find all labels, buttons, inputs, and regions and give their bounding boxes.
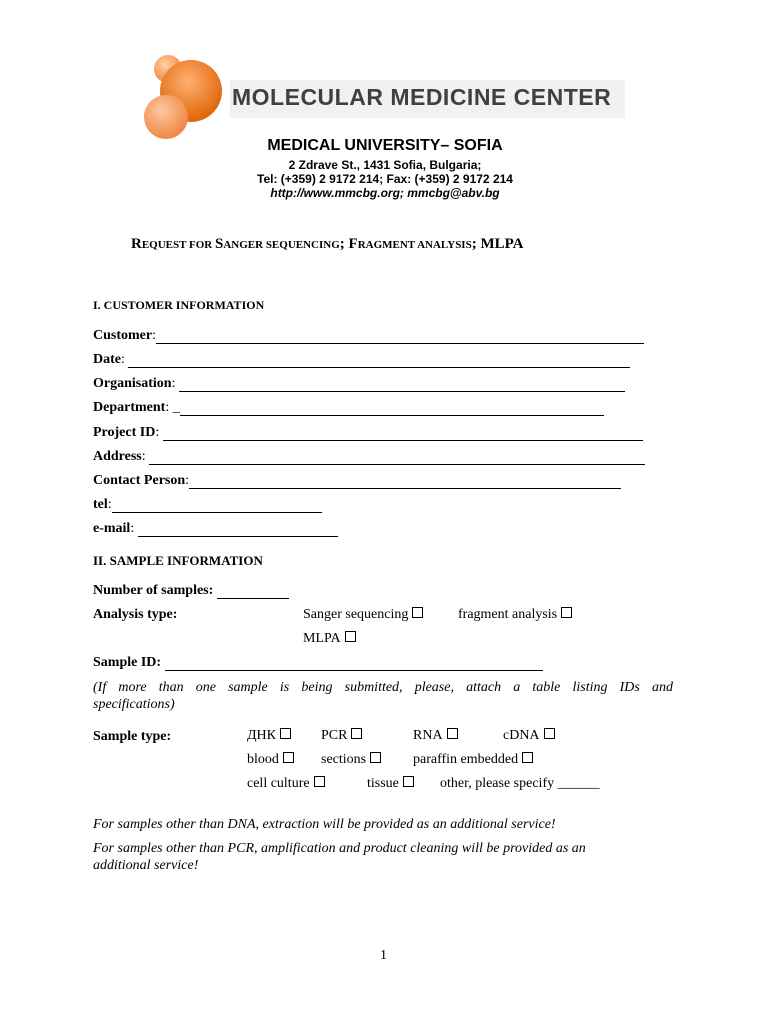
checkbox[interactable] <box>280 728 291 739</box>
option-fragment-analysis[interactable]: fragment analysis <box>458 607 572 623</box>
option-paraffin-embedded[interactable]: paraffin embedded <box>413 752 533 768</box>
note-amplification: For samples other than PCR, amplification and product cleaning will be provided as an <box>93 841 586 856</box>
phone-line: Tel: (+359) 2 9172 214; Fax: (+359) 2 9172 214 <box>257 172 513 186</box>
option-mlpa[interactable]: MLPA <box>303 631 356 647</box>
organisation-field[interactable]: Organisation: <box>93 376 625 396</box>
checkbox[interactable] <box>283 752 294 763</box>
page-number: 1 <box>380 948 387 963</box>
note-amplification-cont: additional service! <box>93 858 199 873</box>
checkbox[interactable] <box>351 728 362 739</box>
checkbox[interactable] <box>447 728 458 739</box>
option-pcr[interactable]: PCR <box>321 728 362 744</box>
option-tissue[interactable]: tissue <box>367 776 414 792</box>
logo-text: MOLECULAR MEDICINE CENTER <box>232 84 612 110</box>
logo-circle-medium <box>144 95 188 139</box>
contact-person-field[interactable]: Contact Person: <box>93 473 621 493</box>
checkbox[interactable] <box>544 728 555 739</box>
analysis-type-label: Analysis type: <box>93 607 178 622</box>
checkbox[interactable] <box>314 776 325 787</box>
sample-id-note-cont: specifications) <box>93 697 175 712</box>
checkbox[interactable] <box>522 752 533 763</box>
sample-type-label: Sample type: <box>93 729 172 744</box>
checkbox[interactable] <box>345 631 356 642</box>
tel-field[interactable]: tel: <box>93 497 322 517</box>
option-sections[interactable]: sections <box>321 752 381 768</box>
checkbox[interactable] <box>412 607 423 618</box>
university-title: MEDICAL UNIVERSITY– SOFIA <box>267 137 503 154</box>
option-rna[interactable]: RNA <box>413 728 458 744</box>
option-cell-culture[interactable]: cell culture <box>247 776 325 792</box>
request-title: REQUEST FOR SANGER SEQUENCING; FRAGMENT ANALYSIS; MLPA <box>131 236 524 252</box>
checkbox[interactable] <box>403 776 414 787</box>
option-sanger-sequencing[interactable]: Sanger sequencing <box>303 607 423 623</box>
email-field[interactable]: e-mail: <box>93 521 338 541</box>
address-field[interactable]: Address: <box>93 449 645 469</box>
option-cdna[interactable]: cDNA <box>503 728 555 744</box>
number-of-samples-field[interactable]: Number of samples: <box>93 583 289 603</box>
note-extraction: For samples other than DNA, extraction will be provided as an additional service! <box>93 817 556 832</box>
option-blood[interactable]: blood <box>247 752 294 768</box>
section-sample-info-title: II. SAMPLE INFORMATION <box>93 553 263 568</box>
department-field[interactable]: Department: _ <box>93 400 604 420</box>
checkbox[interactable] <box>561 607 572 618</box>
checkbox[interactable] <box>370 752 381 763</box>
project-id-field[interactable]: Project ID: <box>93 425 643 445</box>
option-other-specify[interactable]: other, please specify ______ <box>440 776 600 791</box>
sample-id-note: (If more than one sample is being submitted, please, attach a table listing IDs and <box>93 680 673 695</box>
web-line: http://www.mmcbg.org; mmcbg@abv.bg <box>270 186 500 200</box>
section-customer-info-title: I. CUSTOMER INFORMATION <box>93 298 265 312</box>
date-field[interactable]: Date: <box>93 352 630 372</box>
sample-id-field[interactable]: Sample ID: <box>93 655 543 675</box>
address-line: 2 Zdrave St., 1431 Sofia, Bulgaria; <box>288 158 482 172</box>
option-dnk[interactable]: ДНК <box>247 728 291 744</box>
customer-field[interactable]: Customer: <box>93 328 644 348</box>
